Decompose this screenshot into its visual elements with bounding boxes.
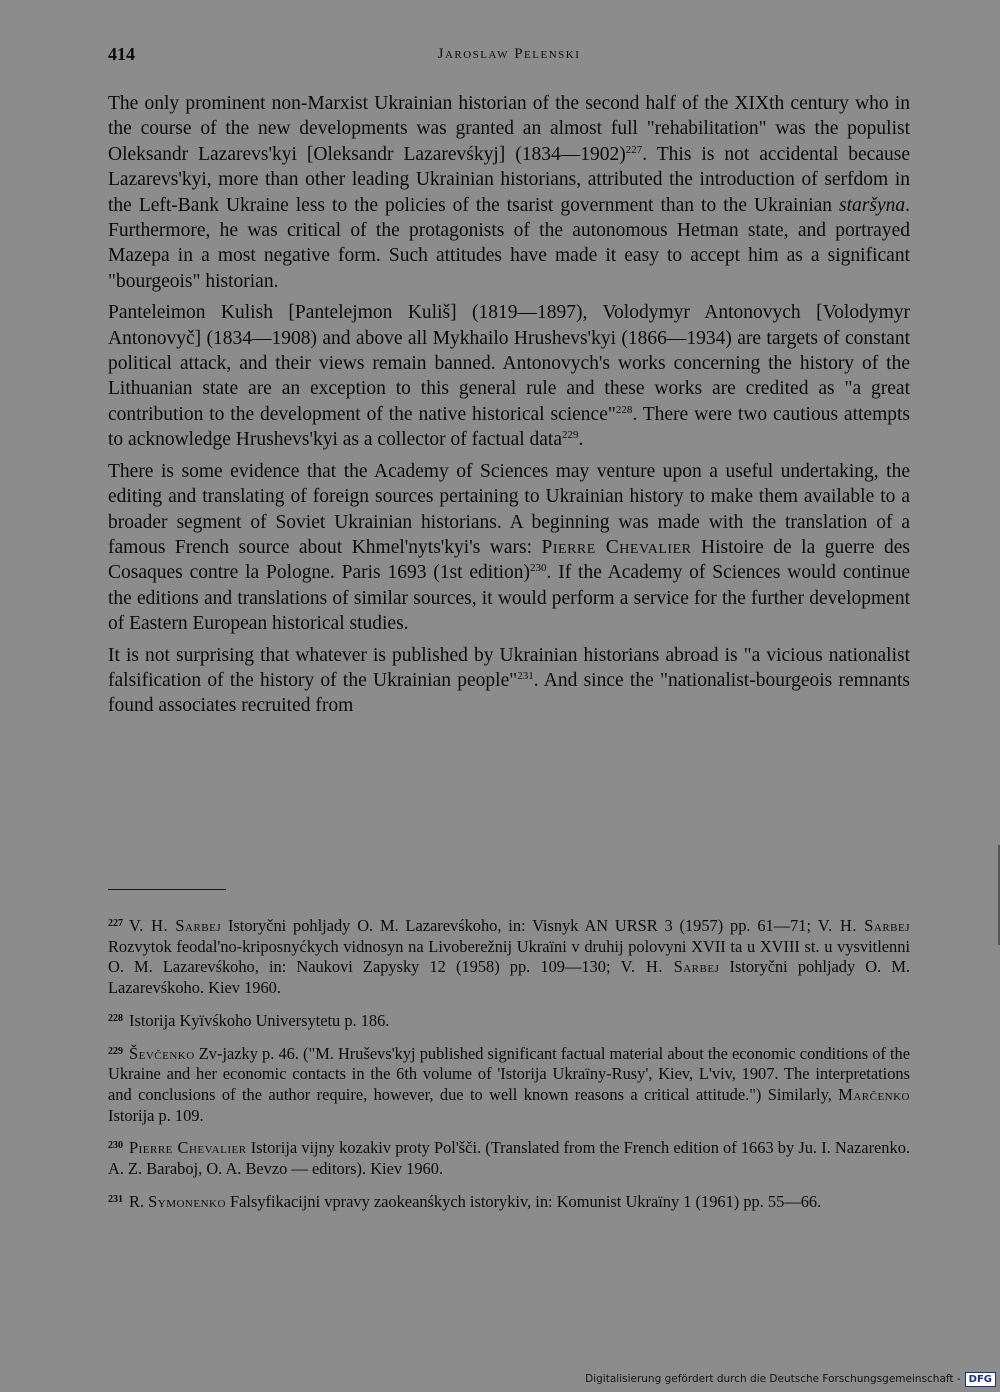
footnote-number: 228 (108, 1012, 123, 1024)
text-run: Histoire de la guerre des Cosaques contre la Pologne. Paris 1693 (1st edition) (108, 536, 911, 584)
text-run: . (578, 429, 584, 451)
text-run: The only prominent non-Marxist Ukrainian historian of the second half of the XIXth century who in the course of the new developments was granted an almost full "rehabilitation" was the populist Oleksandr Lazarevs'kyi [Oleksandr Lazarevśkyj] (1834—1902) (108, 93, 910, 165)
footnote-230 (108, 1136, 910, 1179)
footnote-ref-228: 228 (615, 403, 633, 416)
body-text (108, 91, 910, 725)
footnote-number: 227 (108, 918, 123, 929)
footnote-text: Istorija p. 109. (108, 1105, 204, 1125)
author-name: V. H. Sarbej (129, 916, 222, 935)
footnote-number: 229 (108, 1045, 123, 1057)
text-run: . There were two cautious attempts to acknowledge Hrushevs'kyi as a collector of factual data (108, 403, 910, 451)
footnote-ref-229: 229 (562, 429, 579, 442)
text-run: . And since the "nationalist-bourgeois remnants found associates recruited from (108, 669, 910, 717)
footnote-text: Istorija Kyïvśkoho Universytetu p. 186. (129, 1010, 390, 1030)
footnote-231 (108, 1190, 910, 1213)
paragraph-1 (108, 91, 910, 294)
funding-banner (585, 1370, 996, 1388)
footnotes (108, 914, 910, 1222)
footnote-text: Istorija vijny kozakiv proty Pol'šči. (Translated from the French edition of 1663 by Ju. I. Nazarenko. A. Z. Baraboj, O. A. Bevzo — editors). Kiev 1960. (108, 1138, 910, 1179)
author-name: Marčenko (838, 1084, 910, 1104)
footnote-227 (108, 914, 910, 999)
paragraph-3 (108, 459, 910, 637)
footnote-228 (108, 1009, 910, 1032)
text-run: . This is not accidental because Lazarevs'kyi, more than other leading Ukrainian historians, attributed the introduction of serfdom in the Left-Bank Ukraine less to the policies of the tsarist government than to the Ukrainian (108, 143, 910, 216)
paragraph-2 (108, 300, 910, 452)
footnote-text: Istoryčni pohljady O. M. Lazarevśkoho. Kiev 1960. (108, 957, 911, 998)
text-run: . Furthermore, he was critical of the protagonists of the autonomous Hetman state, and portrayed Mazepa in a most negative form. Such attitudes have made it easy to accept him as a significant "bourgeois" historian. (108, 194, 910, 292)
footnote-ref-231: 231 (517, 669, 534, 682)
page-number: 414 (108, 44, 135, 64)
banner-text: Digitalisierung gefördert durch die Deutsche Forschungsgemeinschaft - (585, 1373, 961, 1385)
footnote-text: Falsyfikacijni vpravy zaokeanśkych istorykiv, in: Komunist Ukraïny 1 (1961) pp. 55—66. (225, 1191, 822, 1211)
author-name: Ševčenko (129, 1043, 195, 1063)
author-name: V. H. Sarbej (620, 957, 720, 977)
footnote-text: R. (129, 1191, 149, 1211)
footnote-number: 230 (108, 1140, 123, 1152)
footnote-text: Rozvytok feodal'no-kriposnyćkych vidnosyn na Livoberežnij Ukraïni v druhij polovyni XVII ta u XVIII st. u vysvitlenni O. M. Lazarevśkoho, in: Naukovi Zapysky 12 (1958) pp. 109—130; (108, 936, 910, 977)
running-head: Jaroslaw Pelenski (437, 46, 581, 62)
footnote-number: 231 (108, 1193, 123, 1205)
text-run: There is some evidence that the Academy of Sciences may venture upon a useful undertaking, the editing and translating of foreign sources pertaining to Ukrainian history to make them available to a broader segment of Soviet Ukrainian historians. A beginning was made with the translation of a famous French source about Khmel'nyts'kyi's wars: (108, 460, 910, 558)
author-name: Symonenko (148, 1191, 226, 1211)
footnote-text: Zv-jazky p. 46. ("M. Hruševs'kyj published significant factual material about the economic conditions of the Ukraine and her economic contacts in the 6th volume of 'Istorija Ukraïny-Rusy', Kiev, L'viv, 1907. The interpretations and conclusions of the author require, however, due to well known reasons a critical attitude.") Similarly, (108, 1043, 910, 1104)
author-name: V. H. Sarbej (817, 916, 910, 935)
italic-term: staršyna (839, 194, 906, 216)
paragraph-4 (108, 643, 910, 719)
text-run: Panteleimon Kulish [Pantelejmon Kuliš] (1819—1897), Volodymyr Antonovych [Volodymyr Antonovyč] (1834—1908) and above all Mykhailo Hrushevs'kyi (1866—1934) are targets of constant political attack, and their views remain banned. Antonovych's works concerning the history of the Lithuanian state are an exception to this general rule and these works are credited as "a great contribution to the development of the native historical science" (108, 302, 910, 425)
page-header (108, 44, 910, 68)
text-run: It is not surprising that whatever is published by Ukrainian historians abroad is "a vicious nationalist falsification of the history of the Ukrainian people" (108, 644, 910, 691)
dfg-logo: DFG (965, 1372, 996, 1387)
text-run: . If the Academy of Sciences would continue the editions and translations of similar sources, it would perform a service for the further development of Eastern European historical studies. (108, 562, 911, 635)
footnote-divider (108, 889, 226, 890)
author-name: Pierre Chevalier (541, 536, 692, 558)
author-name: Pierre Chevalier (129, 1138, 247, 1158)
footnote-229 (108, 1042, 910, 1127)
footnote-text: Istoryčni pohljady O. M. Lazarevśkoho, in: Visnyk AN URSR 3 (1957) pp. 61—71; (221, 916, 818, 935)
footnote-ref-230: 230 (530, 562, 547, 575)
footnote-ref-227: 227 (625, 143, 643, 156)
